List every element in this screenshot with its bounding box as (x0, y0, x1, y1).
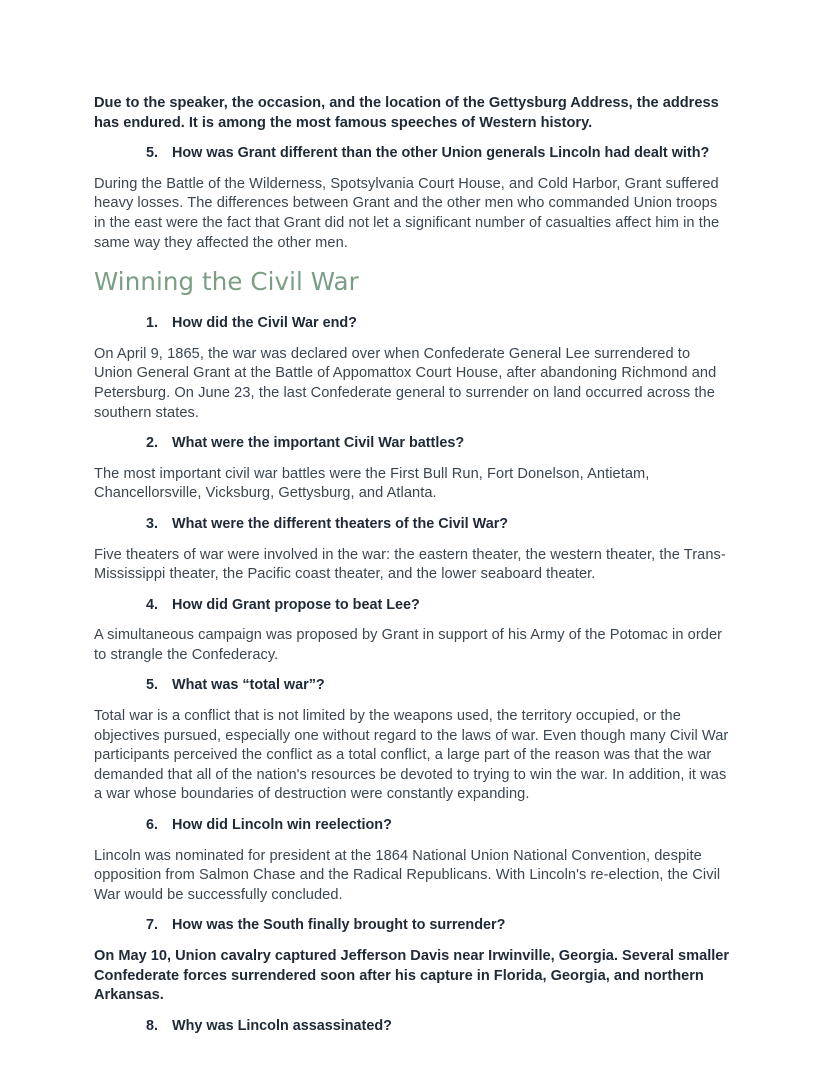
question-item (94, 434, 732, 454)
question-item (94, 515, 732, 535)
question-text: How was Grant different than the other Union generals Lincoln had dealt with? (172, 145, 710, 162)
question-number: 8. (146, 1017, 159, 1034)
question-list (94, 314, 732, 1036)
answer-paragraph: The most important civil war battles were the First Bull Run, Fort Donelson, Antietam, Chancellorsville, Vicksburg, Gettysburg, and Atlanta. (94, 465, 650, 502)
question-number: 5. (146, 145, 159, 162)
question-item (94, 816, 732, 836)
intro-paragraph: Due to the speaker, the occasion, and the location of the Gettysburg Address, the address has endured. It is among the most famous speeches of Western history. (94, 95, 719, 131)
question-number: 2. (146, 435, 159, 452)
question-item (94, 314, 732, 334)
question-text: Why was Lincoln assassinated? (172, 1017, 392, 1034)
question-item (94, 596, 732, 616)
question-number: 1. (146, 315, 159, 332)
question-text: How did the Civil War end? (172, 315, 357, 332)
question-number: 4. (146, 596, 159, 613)
question-number: 7. (146, 917, 159, 934)
answer-paragraph: A simultaneous campaign was proposed by Grant in support of his Army of the Potomac in order to strangle the Confederacy. (94, 627, 723, 663)
question-text: What were the important Civil War battles? (172, 435, 465, 452)
answer-paragraph: Five theaters of war were involved in the war: the eastern theater, the western theater, the Trans-Mississippi theater, the Pacific coast theater, and the lower seaboard theater. (94, 546, 726, 583)
question-number: 6. (146, 817, 159, 834)
question-item (94, 916, 732, 936)
question-text: What were the different theaters of the Civil War? (172, 515, 509, 532)
answer-paragraph-prev-5: During the Battle of the Wilderness, Spotsylvania Court House, and Cold Harbor, Grant suffered heavy losses. The differences between Grant and the other men who commanded Union troops in the east were the fact that Grant did not let a significant number of casualties affect him in the same way they affected the other men. (94, 175, 720, 251)
document-content (94, 94, 732, 1047)
question-text: How was the South finally brought to surrender? (172, 917, 506, 934)
question-item (94, 676, 732, 696)
question-number: 5. (146, 677, 159, 694)
question-item-prev-5 (94, 144, 732, 164)
answer-paragraph: On April 9, 1865, the war was declared over when Confederate General Lee surrendered to Union General Grant at the Battle of Appomattox Court House, after abandoning Richmond and Petersburg. On June 23, the last Confederate general to surrender on land occurred across the southern states. (94, 345, 717, 421)
answer-paragraph: On May 10, Union cavalry captured Jefferson Davis near Irwinville, Georgia. Several smaller Confederate forces surrendered soon after his capture in Florida, Georgia, and northern Arkansas. (94, 948, 730, 1004)
question-item (94, 1017, 732, 1037)
question-text: How did Grant propose to beat Lee? (172, 596, 420, 613)
question-number: 3. (146, 515, 159, 532)
section-heading: Winning the Civil War (94, 267, 359, 297)
question-text: How did Lincoln win reelection? (172, 817, 392, 834)
answer-paragraph: Lincoln was nominated for president at the 1864 National Union National Convention, despite opposition from Salmon Chase and the Radical Republicans. With Lincoln's re-election, the Civil War would be successfully concluded. (94, 847, 721, 903)
answer-paragraph: Total war is a conflict that is not limited by the weapons used, the territory occupied, or the objectives pursued, especially one without regard to the laws of war. Even though many Civil War participants perceived the conflict as a total conflict, a large part of the reason was that the war demanded that all of the nation's resources be devoted to trying to win the war. In addition, it was a war whose boundaries of destruction were constantly expanding. (94, 708, 729, 803)
question-text: What was “total war”? (172, 677, 325, 694)
